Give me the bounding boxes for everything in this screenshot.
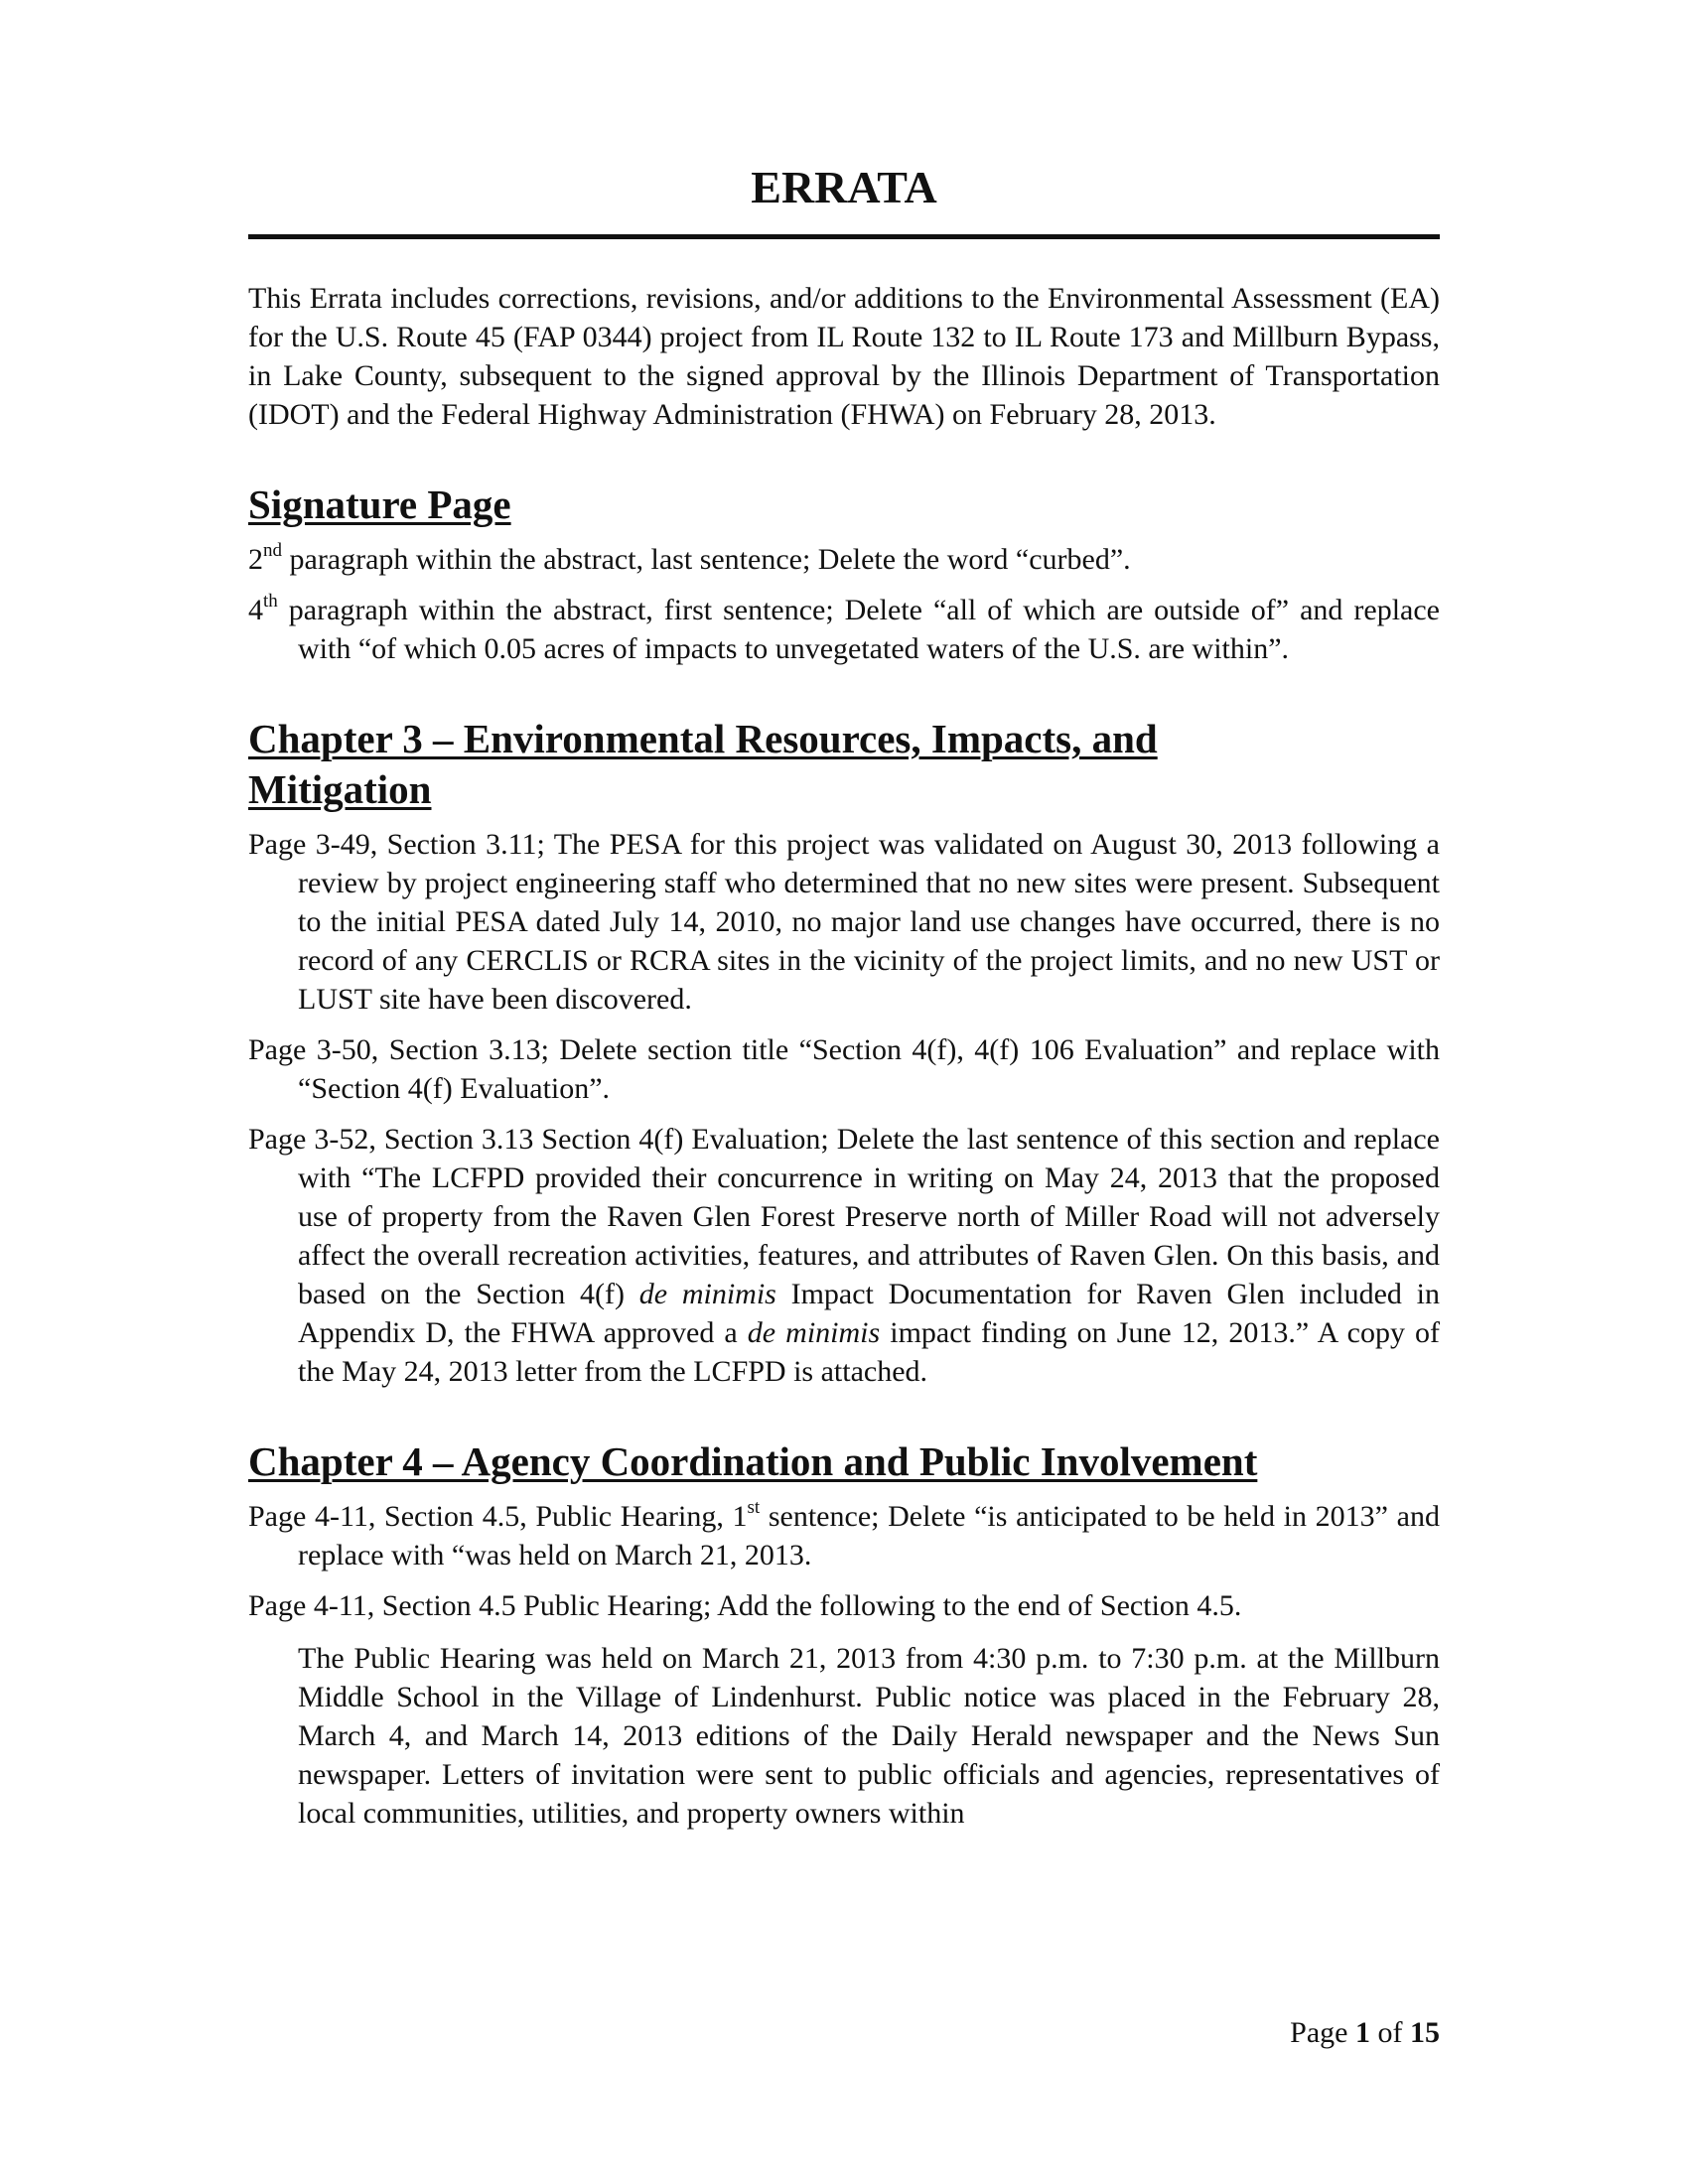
signature-entry-1 [248, 540, 1440, 579]
intro-paragraph: This Errata includes corrections, revisions, and/or additions to the Environmental Assessment (EA) for the U.S. Route 45 (FAP 0344) project from IL Route 132 to IL Route 173 and Millburn Bypass, in Lake County, subsequent to the signed approval by the Illinois Department of Transportation (IDOT) and the Federal Highway Administration (FHWA) on February 28, 2013. [248, 282, 1440, 431]
total-pages: 15 [1410, 2016, 1440, 2049]
entry-text: Page 4-11, Section 4.5, Public Hearing, 1 [248, 1500, 748, 1533]
italic-term: de minimis [638, 1278, 776, 1310]
chapter-3-entry-1: Page 3-49, Section 3.11; The PESA for this project was validated on August 30, 2013 following a review by project engineering staff who determined that no new sites were present. Subsequent to the initial PESA dated July 14, 2010, no major land use changes have occurred, there is no record of any CERCLIS or RCRA sites in the vicinity of the project limits, and no new UST or LUST site have been discovered. [248, 828, 1440, 1016]
chapter-3-entry-3 [248, 1120, 1440, 1391]
page-separator: of [1370, 2016, 1410, 2049]
ordinal-suffix: nd [263, 540, 282, 561]
title-divider [248, 234, 1440, 239]
page-number [1290, 2013, 1440, 2052]
entry-number: 2 [248, 543, 263, 576]
ordinal-suffix: th [263, 591, 278, 612]
page-content [248, 159, 1440, 1833]
signature-page-heading: Signature Page [248, 481, 511, 527]
entry-text: paragraph within the abstract, first sentence; Delete “all of which are outside of” and replace with “of which 0.05 acres of impacts to unvegetated waters of the U.S. are within”. [277, 594, 1440, 665]
signature-entry-2 [248, 591, 1440, 668]
public-hearing-paragraph: The Public Hearing was held on March 21, 2013 from 4:30 p.m. to 7:30 p.m. at the Millburn Middle School in the Village of Lindenhurst. Public notice was placed in the February 28, March 4, and March 14, 2013 editions of the Daily Herald newspaper and the News Sun newspaper. Letters of invitation were sent to public officials and agencies, representatives of local communities, utilities, and property owners within [298, 1642, 1440, 1830]
italic-term: de minimis [747, 1316, 881, 1349]
current-page: 1 [1355, 2016, 1370, 2049]
chapter-3-entry-2: Page 3-50, Section 3.13; Delete section title “Section 4(f), 4(f) 106 Evaluation” and replace with “Section 4(f) Evaluation”. [248, 1033, 1440, 1105]
chapter-3-heading: Chapter 3 – Environmental Resources, Impacts, and Mitigation [248, 716, 1158, 812]
entry-number: 4 [248, 594, 263, 626]
entry-text: sentence; Delete “is anticipated to be held in 2013” and replace with “was held on March 21, 2013. [298, 1500, 1440, 1571]
ordinal-suffix: st [747, 1497, 761, 1518]
entry-text: impact finding on June 12, 2013.” A copy of the May 24, 2013 letter from the LCFPD is attached. [298, 1316, 1441, 1388]
page-label: Page [1290, 2016, 1355, 2049]
chapter-4-entry-2: Page 4-11, Section 4.5 Public Hearing; Add the following to the end of Section 4.5. [248, 1589, 1242, 1622]
entry-text: Impact Documentation for Raven Glen included in Appendix D, the FHWA approved a [298, 1278, 1440, 1349]
page-title: ERRATA [751, 162, 937, 212]
entry-text: paragraph within the abstract, last sentence; Delete the word “curbed”. [282, 543, 1131, 576]
chapter-4-entry-1 [248, 1497, 1440, 1574]
entry-text: Page 3-52, Section 3.13 Section 4(f) Evaluation; Delete the last sentence of this section and replace with “The LCFPD provided their concurrence in writing on May 24, 2013 that the proposed use of property from the Raven Glen Forest Preserve north of Miller Road will not adversely affect the overall recreation activities, features, and attributes of Raven Glen. On this basis, and based on the Section 4(f) [248, 1123, 1440, 1310]
chapter-4-heading: Chapter 4 – Agency Coordination and Public Involvement [248, 1438, 1258, 1484]
